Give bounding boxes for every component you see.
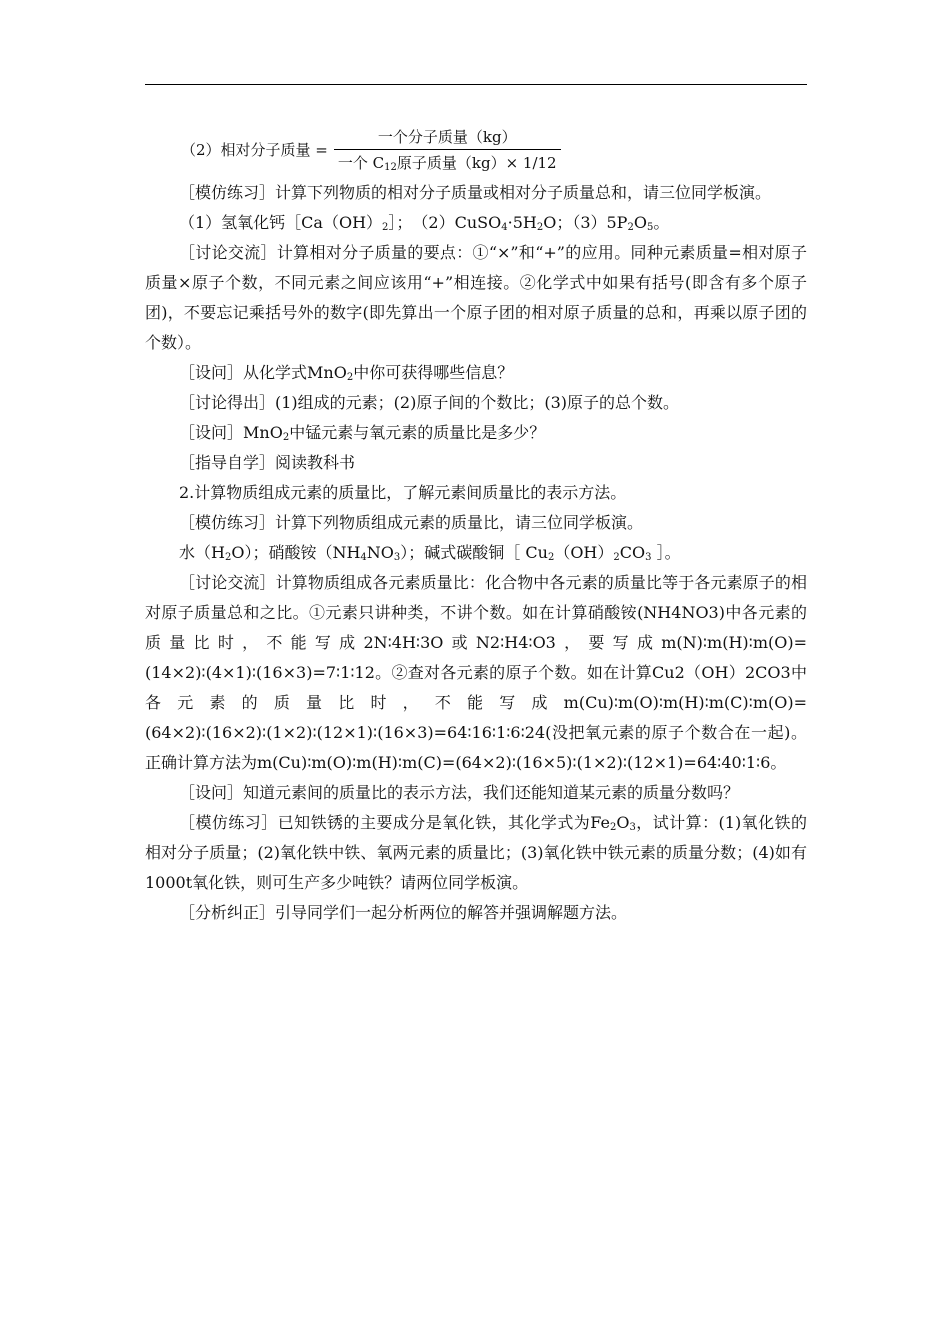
paragraph-practice-3: ［模仿练习］已知铁锈的主要成分是氧化铁，其化学式为$Fe_2O_3$，试计算：(1)氧化铁的相对分子质量；(2)氧化铁中铁、氧两元素的质量比；(3)氧化铁中铁元素的质量分数；(4)如有1000t氧化铁，则可生产多少吨铁？请两位同学板演。 [145, 813, 807, 892]
document-body [145, 120, 807, 928]
paragraph-analysis: ［分析纠正］引导同学们一起分析两位的解答并强调解题方法。 [179, 903, 628, 922]
paragraph-discussion-1: ［讨论交流］计算相对分子质量的要点：①“×”和“+”的应用。同种元素质量=相对原子质量×原子个数，不同元素之间应该用“+”相连接。②化学式中如果有括号(即含有多个原子团)，不要忘记乘括号外的数字(即先算出一个原子团的相对原子质量的总和，再乘以原子团的个数）。 [145, 243, 807, 352]
paragraph-discussion-2: ［讨论交流］计算物质组成各元素质量比：化合物中各元素的质量比等于各元素原子的相对原子质量总和之比。①元素只讲种类，不讲个数。如在计算硝酸铵(NH4NO3)中各元素的质量比时，不能写成2N∶4H∶3O或N2∶H4∶O3，要写成m(N)∶m(H)∶m(O)=(14×2)∶(4×1)∶(16×3)=7∶1∶12。②查对各元素的原子个数。如在计算Cu2（OH）2CO3中各元素的质量比时，不能写成m(Cu)∶m(O)∶m(H)∶m(C)∶m(O)=(64×2)∶(16×2)∶(1×2)∶(12×1)∶(16×3)=64∶16∶1∶6∶24(没把氧元素的原子个数合在一起)。正确计算方法为m(Cu)∶m(O)∶m(H)∶m(C)=(64×2)∶(16×5)∶(1×2)∶(12×1)=64∶40∶1∶6。 [145, 573, 807, 772]
relative-molecular-mass-formula [181, 120, 807, 178]
paragraph-conclusion: ［讨论得出］(1)组成的元素；(2)原子间的个数比；(3)原子的总个数。 [179, 393, 679, 412]
paragraph-practice-2: ［模仿练习］计算下列物质组成元素的质量比，请三位同学板演。 [179, 513, 644, 532]
header-rule [145, 84, 807, 85]
paragraph-practice-1: ［模仿练习］计算下列物质的相对分子质量或相对分子质量总和，请三位同学板演。 [179, 183, 772, 202]
paragraph-question-2: ［设问］MnO$_2$中锰元素与氧元素的质量比是多少？ [179, 423, 546, 443]
formula-label: （2）相对分子质量 = [181, 140, 328, 159]
paragraph-section-2: 2.计算物质组成元素的质量比，了解元素间质量比的表示方法。 [179, 483, 627, 502]
formula-denominator: 一个 $C_{12}$原子质量（kg）× 1/12 [334, 149, 561, 173]
paragraph-exercise-list: （1）氢氧化钙$[Ca(OH)_2]$； $(2)CuSO_4\cdot 5H_2O$；$(3)5P_2O_5$。 [179, 213, 670, 233]
paragraph-compounds: 水$(H_2O)$；硝酸铵$(NH_4NO_3)$；碱式碳酸铜［ $Cu_2(OH)_2CO_3$ ］。 [179, 543, 681, 563]
paragraph-self-study: ［指导自学］阅读教科书 [179, 453, 356, 472]
formula-numerator: 一个分子质量（kg） [377, 127, 517, 146]
paragraph-question-1: ［设问］从化学式MnO$_2$中你可获得哪些信息？ [179, 363, 514, 383]
paragraph-question-3: ［设问］知道元素间的质量比的表示方法，我们还能知道某元素的质量分数吗？ [179, 783, 740, 802]
formula-fraction [334, 126, 561, 173]
